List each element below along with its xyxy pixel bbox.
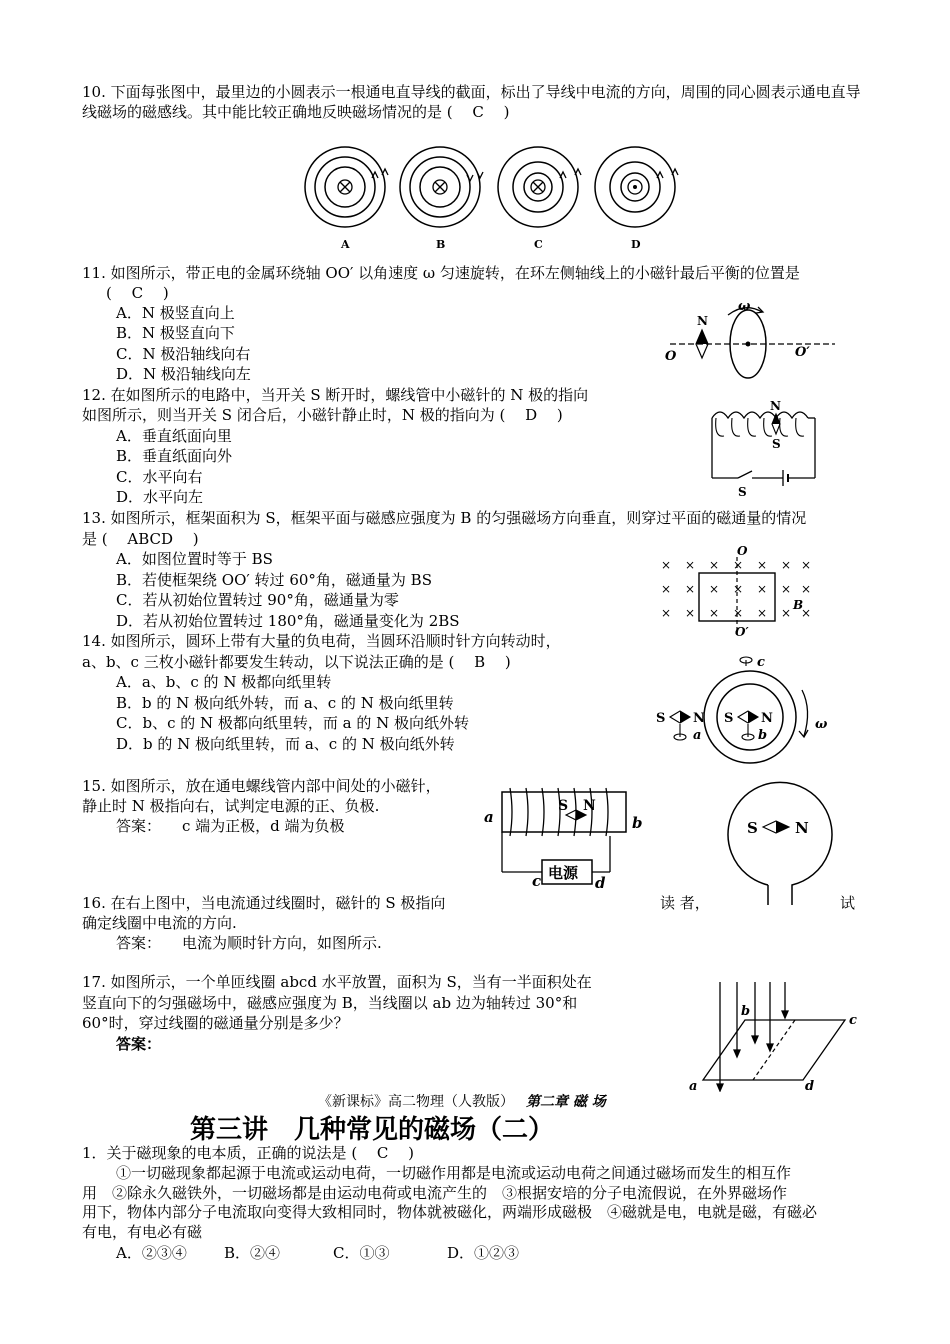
label-b: B: [436, 238, 446, 251]
field-cross: ×: [709, 582, 720, 596]
field-cross: ×: [685, 582, 696, 596]
q12-figure: [700, 398, 830, 500]
q16-figure: [725, 780, 835, 905]
q11-option-c: C．N 极沿轴线向右: [116, 345, 251, 363]
q12-option-a: A．垂直纸面向里: [116, 427, 232, 445]
svg-text:a: a: [484, 808, 494, 826]
question-13-line1: 13. 如图所示，框架面积为 S，框架平面与磁感应强度为 B 的匀强磁场方向垂直，则穿过平面的磁通量的情况: [82, 509, 807, 527]
p1-line1: 1．关于磁现象的电本质，正确的说法是 ( C ): [82, 1144, 415, 1162]
svg-text:ω: ω: [738, 300, 751, 314]
field-cross: ×: [781, 558, 792, 572]
svg-text:a: a: [689, 1079, 698, 1092]
figure-c: [498, 147, 581, 227]
svg-text:N: N: [795, 819, 809, 837]
field-cross: ×: [661, 558, 672, 572]
question-14-line2: a、b、c 三枚小磁针都要发生转动，以下说法正确的是 ( B ): [82, 653, 511, 671]
question-11-line2: ( C ): [106, 284, 169, 302]
p1-line5: 有电，有电必有磁: [82, 1223, 203, 1241]
q13-option-a: A．如图位置时等于 BS: [116, 550, 273, 568]
svg-text:c: c: [532, 872, 542, 890]
field-cross: ×: [781, 582, 792, 596]
svg-text:O′: O′: [795, 345, 810, 360]
field-cross: ×: [709, 558, 720, 572]
field-cross: ×: [733, 606, 744, 620]
p1-line4: 用下，物体内部分子电流取向变得大致相同时，物体就被磁化，两端形成磁极 ④磁就是电，电就是磁，有磁必: [82, 1203, 818, 1221]
q17-figure: [685, 980, 865, 1092]
question-17-line3: 60°时，穿过线圈的磁通量分别是多少？: [82, 1014, 349, 1032]
q13-option-c: C．若从初始位置转过 90°角，磁通量为零: [116, 591, 399, 609]
field-cross: ×: [757, 606, 768, 620]
field-cross: ×: [733, 582, 744, 596]
p1-option-d: D．①②③: [447, 1244, 520, 1262]
p1-option-a: A．②③④: [116, 1244, 187, 1262]
field-cross: ×: [661, 606, 672, 620]
question-13-line2: 是 ( ABCD ): [82, 530, 199, 548]
q12-option-c: C．水平向右: [116, 468, 203, 486]
question-12-line2: 如图所示，则当开关 S 闭合后，小磁针静止时，N 极的指向为 ( D ): [82, 406, 563, 424]
question-17-line2: 竖直向下的匀强磁场中，磁感应强度为 B，当线圈以 ab 边为轴转过 30°和: [82, 994, 578, 1012]
svg-text:N: N: [770, 399, 781, 413]
svg-text:S: S: [558, 798, 569, 814]
svg-text:c: c: [757, 655, 765, 670]
question-10-text: 10. 下面每张图中，最里边的小圆表示一根通电直导线的截面，标出了导线中电流的方向，周围的同心圆表示通电直导线磁场的磁感线。其中能比较正确地反映磁场情况的是 ( C ): [82, 83, 861, 121]
question-15-line2: 静止时 N 极指向右，试判定电源的正、负极.: [82, 797, 380, 815]
question-16-line1c: 试: [840, 894, 856, 912]
q14-option-b: B．b 的 N 极向纸外转，而 a、c 的 N 极向纸里转: [116, 694, 454, 712]
q10-figure: [300, 140, 690, 255]
svg-text:a: a: [693, 728, 702, 743]
q15-figure: [480, 780, 645, 892]
svg-text:电源: 电源: [548, 864, 579, 882]
field-cross: ×: [801, 558, 812, 572]
svg-text:b: b: [741, 1004, 751, 1019]
svg-text:b: b: [632, 814, 643, 832]
figure-d: [595, 147, 678, 227]
q14-option-d: D．b 的 N 极向纸里转，而 a、c 的 N 极向纸外转: [116, 735, 455, 753]
field-cross: ×: [801, 582, 812, 596]
svg-text:B: B: [793, 598, 804, 612]
p1-option-c: C．①③: [333, 1244, 390, 1262]
q11-figure: [660, 300, 840, 385]
svg-text:S: S: [724, 711, 734, 726]
p1-line2: ①一切磁现象都起源于电流或运动电荷，一切磁作用都是电流或运动电荷之间通过磁场而发生的相互作: [116, 1164, 792, 1182]
field-cross: ×: [757, 582, 768, 596]
q13-option-d: D．若从初始位置转过 180°角，磁通量变化为 2BS: [116, 612, 460, 630]
label-c: C: [534, 238, 543, 251]
field-cross: ×: [685, 606, 696, 620]
p1-option-b: B．②④: [224, 1244, 281, 1262]
q11-option-a: A．N 极竖直向上: [116, 304, 235, 322]
figure-a: [305, 147, 388, 227]
svg-text:b: b: [758, 728, 768, 743]
svg-text:N: N: [693, 711, 705, 726]
q17-answer-label: 答案：: [116, 1035, 162, 1053]
q15-answer: c 端为正极，d 端为负极: [182, 817, 345, 835]
svg-text:N: N: [761, 711, 773, 726]
svg-text:d: d: [595, 874, 606, 892]
svg-text:O: O: [665, 349, 677, 364]
svg-text:c: c: [849, 1013, 857, 1028]
q16-answer-label: 答案：: [116, 934, 162, 952]
q14-figure: [650, 652, 840, 767]
svg-text:ω: ω: [815, 717, 828, 732]
label-a: A: [341, 238, 350, 251]
svg-text:N: N: [697, 314, 708, 328]
question-16-line1a: 16. 在右上图中，当电流通过线圈时，磁针的 S 极指向: [82, 894, 446, 912]
q16-answer: 电流为顺时针方向，如图所示.: [182, 934, 382, 952]
question-12-line1: 12. 在如图所示的电路中，当开关 S 断开时，螺线管中小磁针的 N 极的指向: [82, 386, 589, 404]
svg-text:S: S: [747, 819, 758, 837]
question-16-line1b: 读 者，: [660, 894, 710, 912]
svg-text:N: N: [583, 798, 596, 814]
question-15-line1: 15. 如图所示，放在通电螺线管内部中间处的小磁针，: [82, 777, 441, 795]
field-cross: ×: [661, 582, 672, 596]
label-d: D: [631, 238, 641, 251]
field-cross: ×: [685, 558, 696, 572]
q11-option-b: B．N 极竖直向下: [116, 324, 235, 342]
q12-option-d: D．水平向左: [116, 488, 204, 506]
chapter-header: 第二章 磁 场: [526, 1094, 606, 1110]
svg-text:O′: O′: [735, 625, 749, 638]
svg-text:S: S: [656, 711, 666, 726]
question-14-line1: 14. 如图所示，圆环上带有大量的负电荷，当圆环沿顺时针方向转动时，: [82, 632, 561, 650]
q14-option-a: A．a、b、c 的 N 极都向纸里转: [116, 673, 332, 691]
q15-answer-label: 答案：: [116, 817, 162, 835]
question-11-line1: 11. 如图所示，带正电的金属环绕轴 OO′ 以角速度 ω 匀速旋转，在环左侧轴线上的小磁针最后平衡的位置是: [82, 264, 800, 282]
field-cross: ×: [709, 606, 720, 620]
figure-b: [400, 147, 483, 227]
field-cross: ×: [781, 606, 792, 620]
q11-option-d: D．N 极沿轴线向左: [116, 365, 251, 383]
course-header: 《新课标》高二物理（人教版）: [318, 1094, 514, 1110]
p1-line3: 用 ②除永久磁铁外，一切磁场都是由运动电荷或电流产生的 ③根据安培的分子电流假说，在外界磁场作: [82, 1184, 788, 1202]
svg-text:O: O: [737, 544, 748, 558]
q13-option-b: B．若使框架绕 OO′ 转过 60°角，磁通量为 BS: [116, 571, 432, 589]
field-cross: ×: [801, 606, 812, 620]
field-cross: ×: [757, 558, 768, 572]
question-17-line1: 17. 如图所示，一个单匝线圈 abcd 水平放置，面积为 S，当有一半面积处在: [82, 973, 592, 991]
svg-text:S: S: [772, 437, 781, 451]
field-cross: ×: [733, 558, 744, 572]
q14-option-c: C．b、c 的 N 极都向纸里转，而 a 的 N 极向纸外转: [116, 714, 470, 732]
svg-text:d: d: [805, 1079, 815, 1092]
lecture-title: 第三讲 几种常见的磁场（二）: [190, 1115, 555, 1145]
q12-option-b: B．垂直纸面向外: [116, 447, 233, 465]
svg-text:S: S: [738, 485, 747, 499]
q13-figure: [655, 543, 820, 638]
question-16-line2: 确定线圈中电流的方向.: [82, 914, 237, 932]
